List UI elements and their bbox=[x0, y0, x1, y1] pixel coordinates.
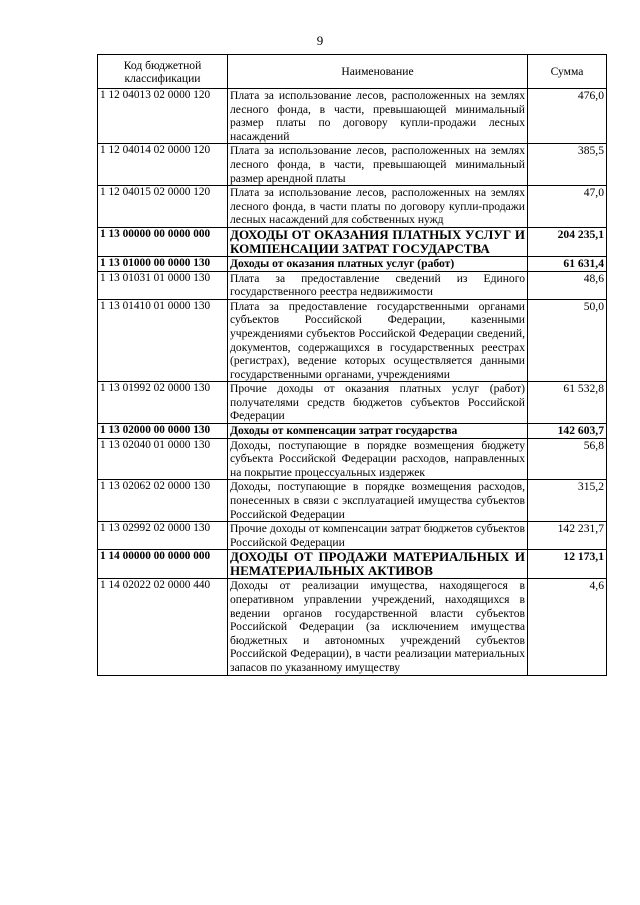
row-code: 1 13 01992 02 0000 130 bbox=[98, 382, 228, 424]
table-row bbox=[98, 271, 607, 299]
table-row bbox=[98, 424, 607, 439]
row-name: Доходы, поступающие в порядке возмещения расходов, понесенных в связи с эксплуатацией имущества субъектов Российской Федерации bbox=[228, 480, 528, 522]
row-code: 1 13 00000 00 0000 000 bbox=[98, 227, 228, 256]
row-code: 1 13 02000 00 0000 130 bbox=[98, 424, 228, 439]
table-row bbox=[98, 89, 607, 144]
row-code: 1 14 00000 00 0000 000 bbox=[98, 550, 228, 579]
row-code: 1 13 02040 01 0000 130 bbox=[98, 438, 228, 480]
row-sum: 56,8 bbox=[528, 438, 607, 480]
row-name: ДОХОДЫ ОТ ПРОДАЖИ МАТЕРИАЛЬНЫХ И НЕМАТЕРИАЛЬНЫХ АКТИВОВ bbox=[228, 550, 528, 579]
table-row bbox=[98, 227, 607, 256]
row-sum: 476,0 bbox=[528, 89, 607, 144]
row-name: Плата за использование лесов, расположенных на землях лесного фонда, в части, превышающей минимальный размер платы по договору купли-продажи лесных насаждений bbox=[228, 89, 528, 144]
row-name: Доходы от компенсации затрат государства bbox=[228, 424, 528, 439]
row-name: Прочие доходы от оказания платных услуг (работ) получателями средств бюджетов субъектов Российской Федерации bbox=[228, 382, 528, 424]
table-row bbox=[98, 299, 607, 382]
row-name: Доходы, поступающие в порядке возмещения бюджету субъекта Российской Федерации расходов, направленных на покрытие процессуальных издержек bbox=[228, 438, 528, 480]
row-code: 1 12 04013 02 0000 120 bbox=[98, 89, 228, 144]
row-name: Прочие доходы от компенсации затрат бюджетов субъектов Российской Федерации bbox=[228, 522, 528, 550]
header-code: Код бюджетной классификации bbox=[98, 55, 228, 89]
row-code: 1 13 01031 01 0000 130 bbox=[98, 271, 228, 299]
budget-table bbox=[97, 54, 607, 676]
table-row bbox=[98, 256, 607, 271]
header-sum: Сумма bbox=[528, 55, 607, 89]
row-name: ДОХОДЫ ОТ ОКАЗАНИЯ ПЛАТНЫХ УСЛУГ И КОМПЕНСАЦИИ ЗАТРАТ ГОСУДАРСТВА bbox=[228, 227, 528, 256]
row-sum: 47,0 bbox=[528, 186, 607, 228]
row-name: Плата за использование лесов, расположенных на землях лесного фонда, в части, превышающей минимальный размер арендной платы bbox=[228, 144, 528, 186]
row-name: Плата за предоставление государственными органами субъектов Российской Федерации, казенными учреждениями субъектов Российской Федерации сведений, документов, содержащихся в государственных реестрах (регистрах), ведение которых осуществляется данными государственными органами, учреждениями bbox=[228, 299, 528, 382]
row-sum: 61 532,8 bbox=[528, 382, 607, 424]
row-code: 1 14 02022 02 0000 440 bbox=[98, 579, 228, 675]
row-code: 1 12 04014 02 0000 120 bbox=[98, 144, 228, 186]
table-row bbox=[98, 186, 607, 228]
table-row bbox=[98, 522, 607, 550]
table-row bbox=[98, 144, 607, 186]
row-code: 1 12 04015 02 0000 120 bbox=[98, 186, 228, 228]
row-sum: 315,2 bbox=[528, 480, 607, 522]
row-sum: 4,6 bbox=[528, 579, 607, 675]
row-sum: 50,0 bbox=[528, 299, 607, 382]
row-name: Доходы от оказания платных услуг (работ) bbox=[228, 256, 528, 271]
table-body bbox=[98, 89, 607, 676]
row-code: 1 13 01000 00 0000 130 bbox=[98, 256, 228, 271]
table-row bbox=[98, 480, 607, 522]
row-name: Плата за предоставление сведений из Единого государственного реестра недвижимости bbox=[228, 271, 528, 299]
row-sum: 142 603,7 bbox=[528, 424, 607, 439]
row-name: Плата за использование лесов, расположенных на землях лесного фонда, в части платы по договору купли-продажи лесных насаждений для собственных нужд bbox=[228, 186, 528, 228]
table-row bbox=[98, 382, 607, 424]
row-sum: 204 235,1 bbox=[528, 227, 607, 256]
table-header-row bbox=[98, 55, 607, 89]
row-code: 1 13 02062 02 0000 130 bbox=[98, 480, 228, 522]
row-sum: 12 173,1 bbox=[528, 550, 607, 579]
table-row bbox=[98, 579, 607, 675]
table-row bbox=[98, 438, 607, 480]
row-sum: 48,6 bbox=[528, 271, 607, 299]
row-sum: 142 231,7 bbox=[528, 522, 607, 550]
page-number: 9 bbox=[316, 33, 324, 48]
row-code: 1 13 02992 02 0000 130 bbox=[98, 522, 228, 550]
row-sum: 61 631,4 bbox=[528, 256, 607, 271]
row-name: Доходы от реализации имущества, находящегося в оперативном управлении учреждений, находящихся в ведении органов государственной власти субъектов Российской Федерации (за исключением имущества бюджетных и автономных учреждений субъектов Российской Федерации), в части реализации материальных запасов по указанному имуществу bbox=[228, 579, 528, 675]
row-sum: 385,5 bbox=[528, 144, 607, 186]
table-row bbox=[98, 550, 607, 579]
row-code: 1 13 01410 01 0000 130 bbox=[98, 299, 228, 382]
header-name: Наименование bbox=[228, 55, 528, 89]
